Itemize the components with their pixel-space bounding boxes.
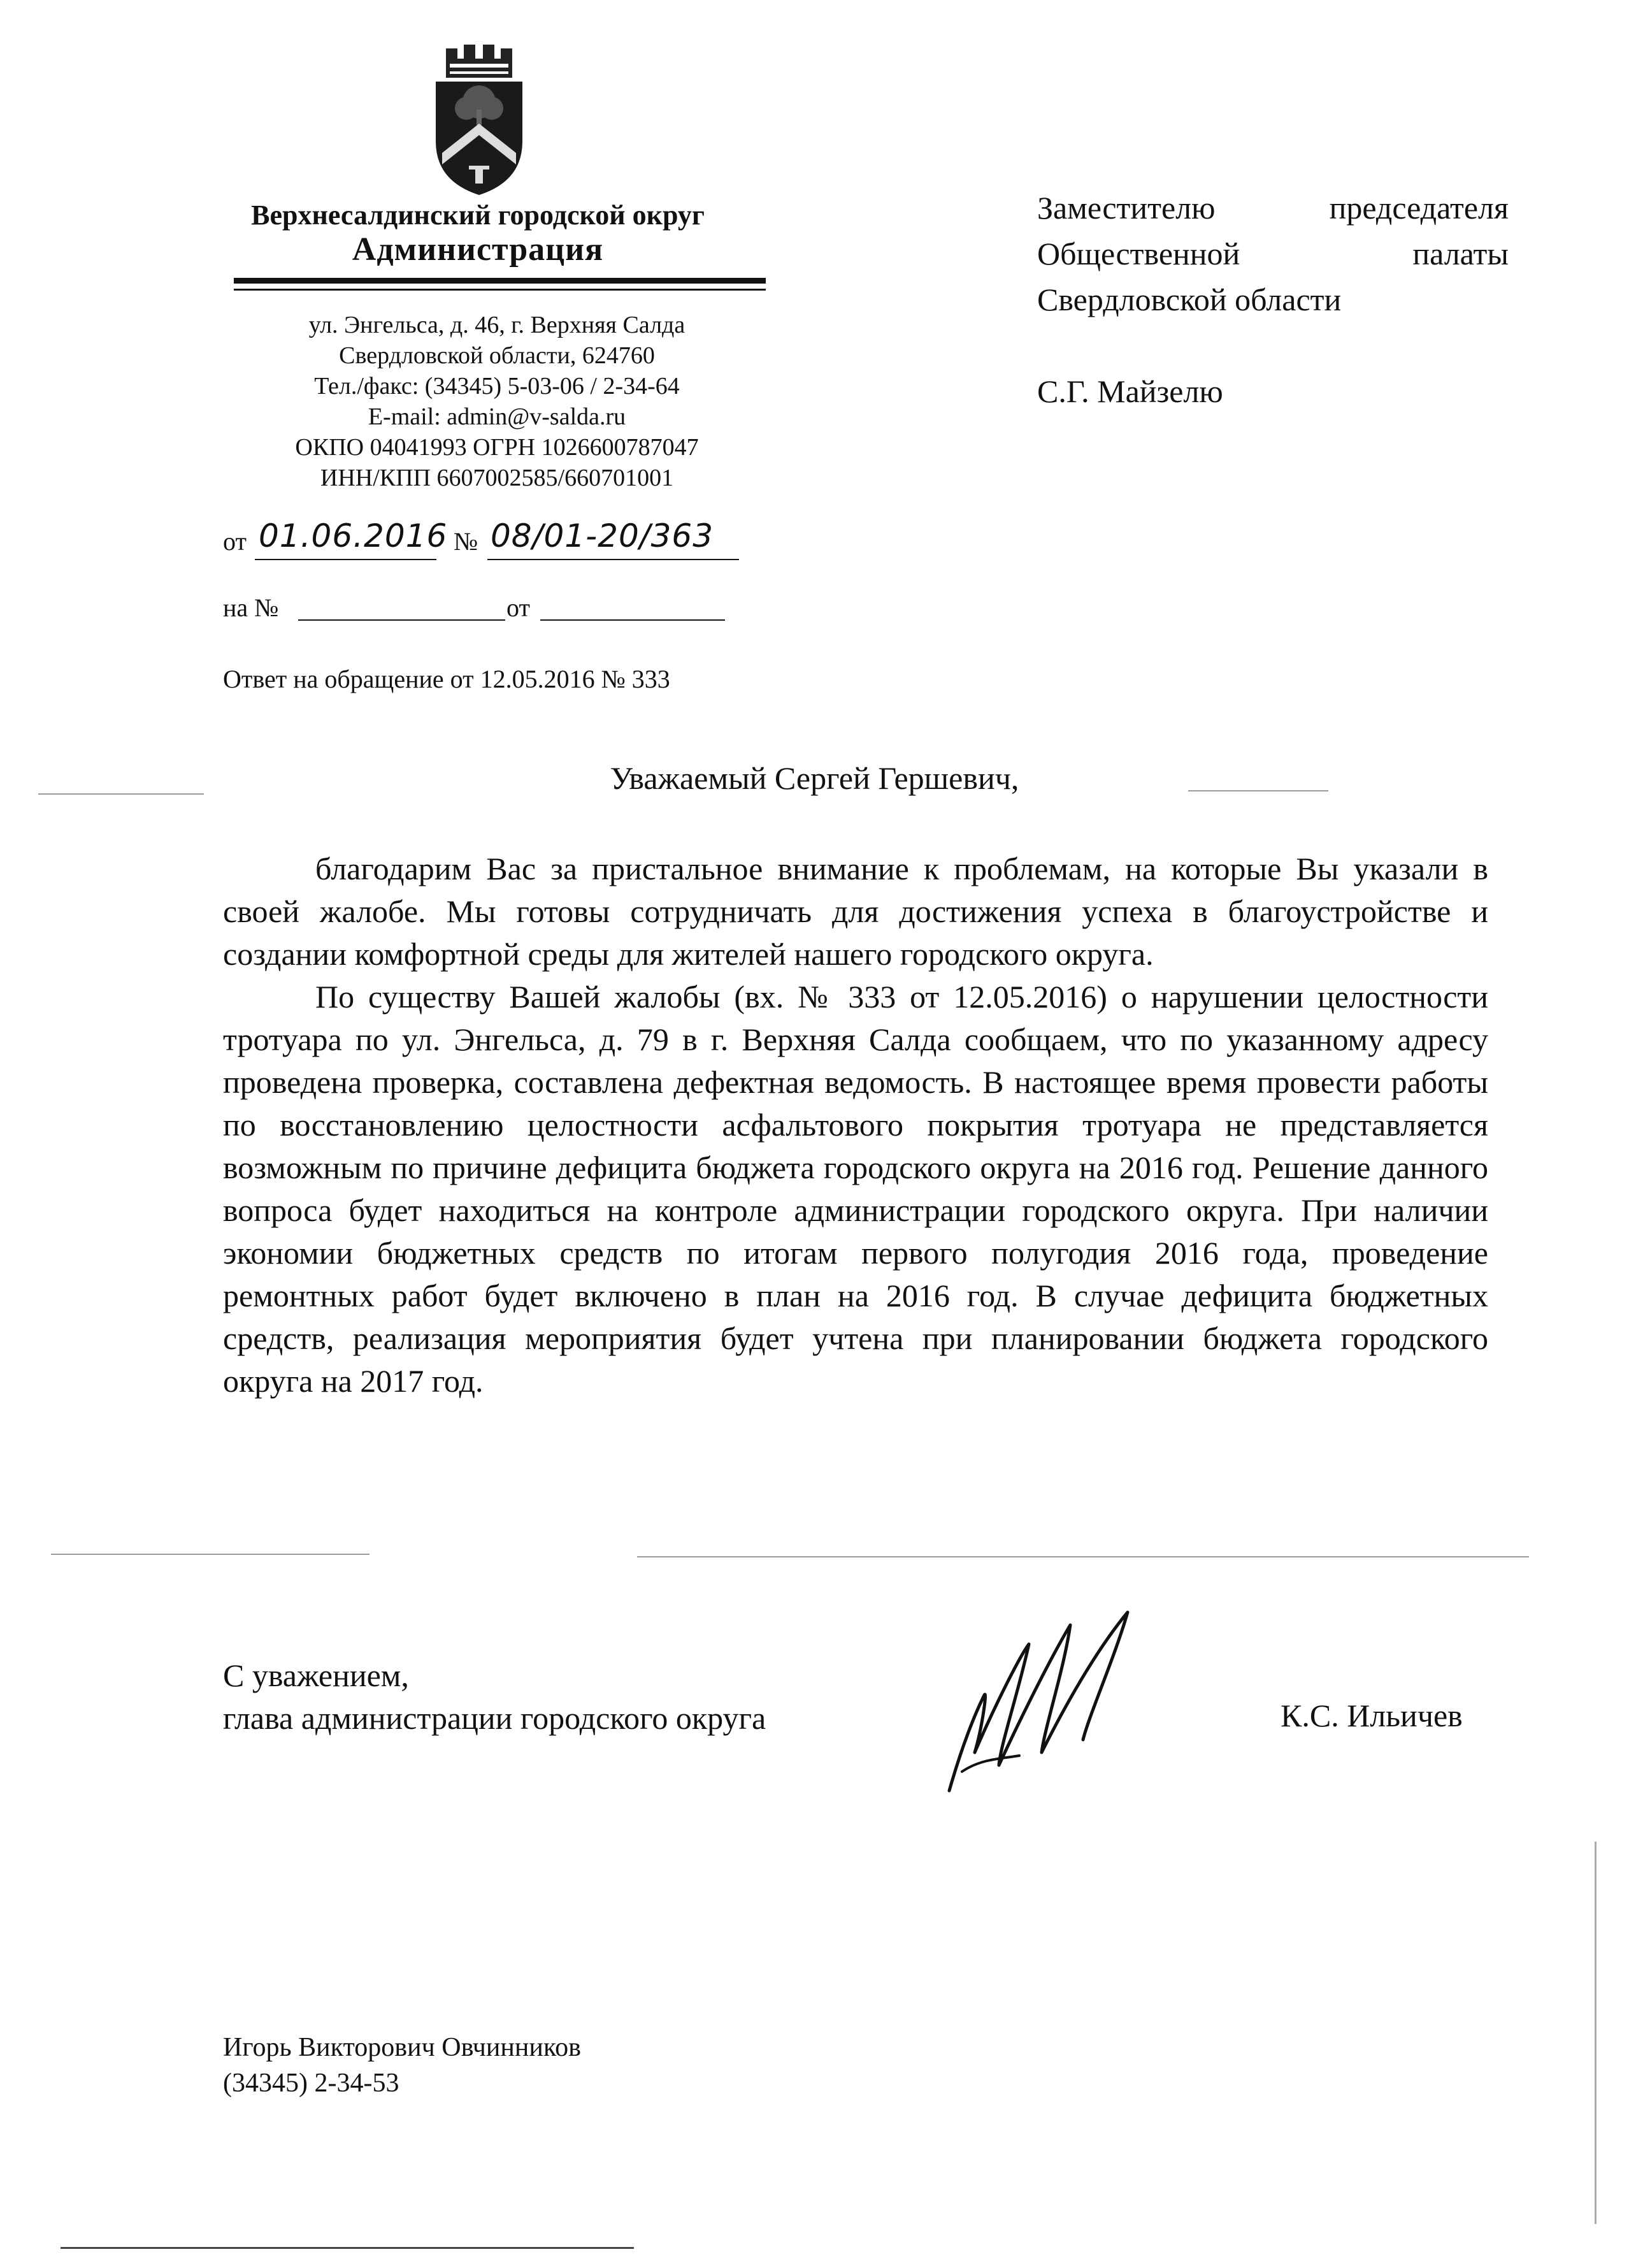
letterhead-rule-thin (234, 289, 766, 291)
date-underline (255, 559, 436, 560)
organization-unit: Администрация (352, 231, 604, 268)
number-prefix: № (454, 527, 478, 556)
scan-artifact-line (61, 2247, 634, 2249)
addressee-block (1037, 185, 1509, 414)
outgoing-number: 08/01-20/363 (491, 517, 714, 554)
addressee-line: Заместителю председателя (1037, 190, 1509, 226)
scan-artifact-line (1188, 790, 1328, 791)
address-line: ОКПО 04041993 ОГРН 1026600787047 (295, 434, 699, 461)
executor-name: Игорь Викторович Овчинников (223, 2033, 581, 2062)
address-line: ИНН/КПП 6607002585/660701001 (320, 465, 674, 491)
incoming-number-blank (298, 619, 505, 621)
outgoing-registration (223, 526, 247, 556)
scan-artifact-line (38, 793, 204, 795)
closing-regards: С уважением, (223, 1658, 409, 1693)
address-line: ул. Энгельса, д. 46, г. Верхняя Салда (308, 312, 685, 338)
organization-address (210, 310, 784, 493)
addressee-line: Общественной палаты (1037, 236, 1509, 271)
organization-name: Верхнесалдинский городской округ (251, 199, 705, 231)
scan-artifact-line (1595, 1842, 1597, 2224)
scan-artifact-line (637, 1556, 1529, 1557)
salutation: Уважаемый Сергей Гершевич, (610, 760, 1019, 796)
addressee-name: С.Г. Майзелю (1037, 373, 1223, 409)
address-line: Тел./факс: (34345) 5-03-06 / 2-34-64 (314, 373, 680, 400)
address-line: E-mail: admin@v-salda.ru (368, 403, 626, 430)
outgoing-date: 01.06.2016 (259, 517, 448, 554)
body-paragraph: По существу Вашей жалобы (вх. № 333 от 12.05.2016) о нарушении целостности тротуара по ул. Энгельса, д. 79 в г. Верхняя Салда сообщаем, что по указанному адресу проведена проверка, составлена дефектная ведомость. В настоящее время провести работы по восстановлению целостности асфальтового покрытия тротуара не представляется возможным по причине дефицита бюджета городского округа на 2016 год. Решение данного вопроса будет находиться на контроле администрации городского округа. При наличии экономии бюджетных средств по итогам первого полугодия 2016 года, проведение ремонтных работ будет включено в план на 2016 год. В случае дефицита бюджетных средств, реализация мероприятия будет учтена при планировании бюджета городского округа на 2017 год. (223, 979, 1488, 1399)
body-paragraph: благодарим Вас за пристальное внимание к проблемам, на которые Вы указали в своей жалобе. Мы готовы сотрудничать для достижения успеха в благоустройстве и создании комфортной среды для жителей нашего городского округа. (223, 851, 1488, 972)
addressee-line: Свердловской области (1037, 282, 1342, 317)
signer-position: глава администрации городского округа (223, 1700, 766, 1736)
number-underline (487, 559, 739, 560)
date-prefix: от (223, 527, 247, 556)
coat-of-arms-icon (428, 40, 530, 198)
closing-block (223, 1654, 766, 1740)
address-line: Свердловской области, 624760 (339, 342, 655, 369)
scan-artifact-line (51, 1554, 370, 1555)
signer-name: К.С. Ильичев (1281, 1698, 1463, 1733)
executor-phone: (34345) 2-34-53 (223, 2069, 399, 2098)
letter-body (223, 848, 1488, 1403)
reply-reference: Ответ на обращение от 12.05.2016 № 333 (223, 665, 670, 693)
executor-block (223, 2030, 581, 2101)
incoming-number-prefix: на № (223, 593, 279, 622)
letterhead-rule-thick (234, 278, 766, 284)
handwritten-signature-icon (924, 1600, 1153, 1810)
incoming-date-prefix: от (506, 593, 530, 622)
incoming-date-blank (540, 619, 725, 621)
